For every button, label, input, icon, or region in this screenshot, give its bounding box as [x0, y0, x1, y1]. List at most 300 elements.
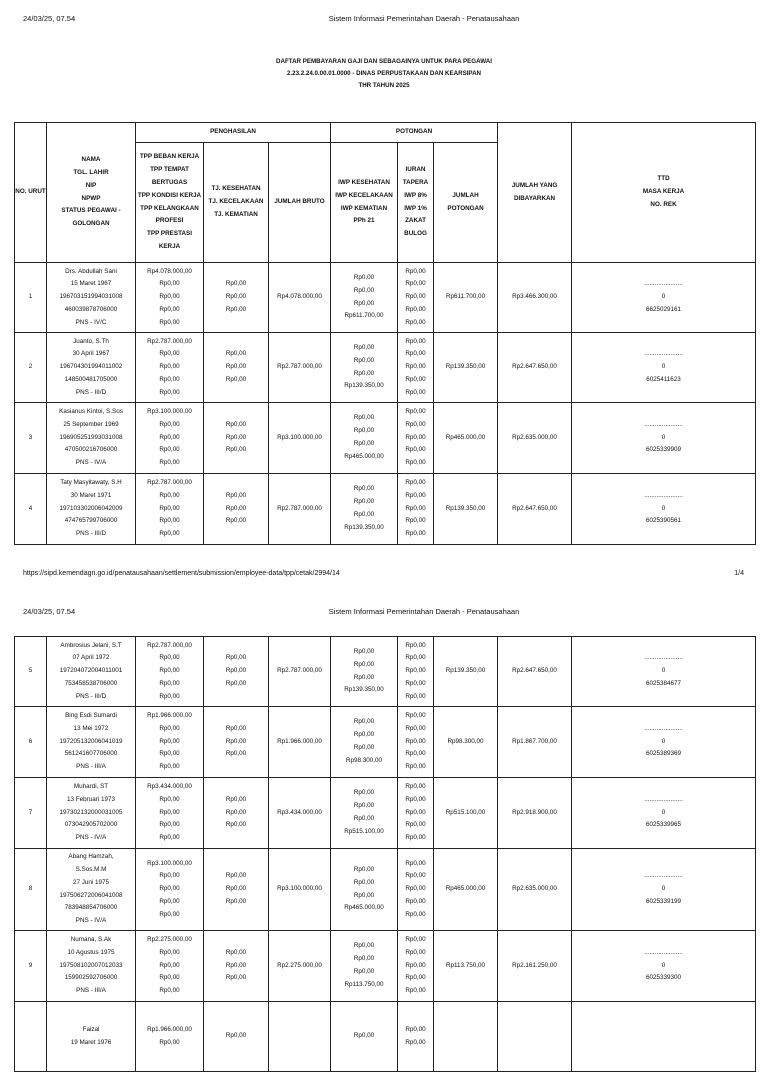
jumlah-dibayarkan: Rp2.635.000,00	[498, 403, 572, 474]
ttd-info-line: 6025339909	[646, 446, 682, 454]
employee-info	[47, 849, 136, 931]
tj-values-line: Rp0,00	[225, 363, 247, 371]
ttd-info	[572, 403, 756, 474]
employee-info-line: 470500216706000	[64, 446, 118, 454]
iuran-values-line: Rp0,00	[405, 517, 426, 525]
jumlah-bruto: Rp2.787.000,00	[269, 637, 331, 707]
tpp-values-line: Rp2.787.000,00	[147, 337, 192, 345]
jumlah-bruto: Rp2.787.000,00	[269, 333, 331, 403]
header-line: TPP KELANGKAAN PROFESI	[140, 204, 199, 225]
jumlah-bruto: Rp4.078.000,00	[269, 263, 331, 333]
tpp-values-line: Rp0,00	[159, 948, 180, 956]
tj-values	[204, 474, 269, 545]
jumlah-potongan: Rp139.350,00	[434, 637, 498, 707]
iuran-values-line: Rp0,00	[405, 872, 426, 880]
header-iwp	[331, 143, 398, 263]
iwp-values-line: Rp139.350,00	[344, 382, 384, 390]
iuran-values-line: Rp0,00	[405, 350, 426, 358]
header-line: IWP KEMATIAN	[340, 204, 388, 212]
table-row	[15, 707, 756, 778]
iwp-values-line: Rp0,00	[353, 878, 375, 886]
iwp-values-line: Rp0,00	[353, 942, 375, 950]
jumlah-potongan: Rp611.700,00	[434, 263, 498, 333]
tpp-values-line: Rp3.100.000,00	[147, 859, 192, 867]
iuran-values-line: Rp0,00	[405, 763, 426, 771]
tj-values-line: Rp0,00	[225, 504, 247, 512]
tpp-values-line: Rp0,00	[159, 459, 180, 467]
header-line: IWP 1%	[404, 204, 427, 212]
header-line: JUMLAH BRUTO	[274, 198, 325, 206]
tpp-values-line: Rp0,00	[159, 433, 180, 441]
tj-values-line: Rp0,00	[225, 446, 247, 454]
header-iuran	[398, 143, 434, 263]
iwp-values-line: Rp611.700,00	[344, 312, 384, 320]
tj-values-line: Rp0,00	[225, 420, 247, 428]
row-number: 9	[15, 931, 47, 1002]
header-line: IWP 8%	[404, 191, 427, 199]
iwp-values-line: Rp0,00	[353, 343, 375, 351]
header-tpp	[136, 143, 204, 263]
header-no	[15, 123, 47, 263]
iwp-values-line: Rp0,00	[353, 1032, 375, 1040]
title-line: 2.23.2.24.0.00.01.0000 - DINAS PERPUSTAKAAN DAN KEARSIPAN	[286, 70, 482, 77]
employee-info	[47, 637, 136, 707]
iuran-values-line: Rp0,00	[405, 821, 426, 829]
employee-info-line: PNS - IV/C	[75, 318, 107, 326]
system-name: Sistem Informasi Pemerintahan Daerah - Penatausahaan	[328, 14, 520, 23]
table-row	[15, 1002, 756, 1072]
employee-info-line: 460039878706000	[64, 305, 118, 313]
ttd-info-line: ......................	[644, 280, 683, 288]
ttd-info-line: 0	[661, 433, 666, 441]
iwp-values-line: Rp0,00	[353, 865, 375, 873]
ttd-info-line: 6025339300	[645, 974, 682, 982]
iuran-values	[398, 263, 434, 333]
tj-values-line: Rp0,00	[225, 974, 247, 982]
iwp-values	[331, 403, 398, 474]
tpp-values-line: Rp0,00	[159, 834, 180, 842]
iuran-values-line: Rp0,00	[405, 910, 426, 918]
iwp-values	[331, 778, 398, 849]
ttd-info-line: 6025339199	[645, 897, 682, 905]
employee-info	[47, 778, 136, 849]
header-line: PPh 21	[353, 217, 375, 225]
ttd-info-line: ......................	[644, 948, 683, 956]
header-line: NIP	[85, 181, 97, 189]
iuran-values-line: Rp0,00	[405, 961, 426, 969]
tj-values	[204, 637, 269, 707]
iuran-values	[398, 474, 434, 545]
title-line: DAFTAR PEMBAYARAN GAJI DAN SEBAGAINYA UNTUK PARA PEGAWAI	[276, 58, 492, 65]
header-jumlah-dibayarkan	[498, 123, 572, 263]
tpp-values-line: Rp0,00	[159, 667, 180, 675]
iwp-values-line: Rp0,00	[353, 356, 375, 364]
header-line: TPP PRESTASI KERJA	[147, 230, 192, 250]
employee-info-line: Bing Esdi Sumardi	[65, 712, 117, 719]
ttd-info-line: 0	[661, 961, 666, 969]
iuran-values-line: Rp0,00	[405, 337, 426, 345]
employee-info	[47, 474, 136, 545]
tj-values-line: Rp0,00	[225, 897, 247, 905]
ttd-info	[572, 474, 756, 545]
employee-info-line: PNS - IV/A	[75, 834, 107, 842]
employee-info-line: 25 September 1969	[63, 420, 119, 428]
employee-info-line: PNS - III/D	[75, 388, 107, 396]
employee-info	[47, 333, 136, 403]
row-number: 5	[15, 637, 47, 707]
iuran-values-line: Rp0,00	[405, 318, 426, 326]
tj-values	[204, 1002, 269, 1072]
tj-values-line: Rp0,00	[225, 679, 247, 687]
tpp-values-line: Rp0,00	[159, 388, 180, 396]
document-title	[0, 56, 768, 92]
employee-info-line: 13 Mei 1972	[73, 724, 109, 732]
header-line: TPP KONDISI KERJA	[137, 191, 202, 199]
employee-info-line: 30 April 1967	[72, 350, 110, 358]
iuran-values-line: Rp0,00	[405, 641, 426, 649]
iuran-values-line: Rp0,00	[405, 679, 426, 687]
iuran-values-line: Rp0,00	[405, 267, 426, 275]
tj-values	[204, 333, 269, 403]
tj-values-line: Rp0,00	[225, 737, 247, 745]
employee-info-line: 197508102007012033	[59, 961, 123, 969]
employee-info-line: 197302132000031005	[59, 808, 123, 816]
employee-info-line: 197103302006042009	[59, 504, 123, 512]
tpp-values-line: Rp0,00	[159, 763, 180, 771]
tpp-values-line: Rp0,00	[159, 491, 180, 499]
tpp-values-line: Rp0,00	[159, 974, 180, 982]
employee-info-line: Muhardi, ST	[73, 783, 109, 790]
employee-info-line: 561241607706000	[64, 750, 118, 758]
iwp-values-line: Rp0,00	[353, 414, 375, 422]
tpp-values-line: Rp2.787.000,00	[147, 641, 192, 649]
tpp-values-line: Rp0,00	[159, 363, 180, 371]
tpp-values-line: Rp0,00	[159, 692, 180, 700]
tj-values-line: Rp0,00	[225, 795, 247, 803]
ttd-info-line: 0	[661, 885, 666, 893]
iuran-values	[398, 637, 434, 707]
iwp-values-line: Rp0,00	[353, 891, 375, 899]
header-line: JUMLAH YANG DIBAYARKAN	[511, 181, 558, 202]
iuran-values-line: Rp0,00	[405, 948, 426, 956]
tj-values	[204, 263, 269, 333]
tj-values	[204, 931, 269, 1002]
table-row	[15, 333, 756, 403]
jumlah-bruto: Rp3.100.000,00	[269, 849, 331, 931]
iuran-values	[398, 707, 434, 778]
tpp-values-line: Rp0,00	[159, 750, 180, 758]
tpp-values	[136, 849, 204, 931]
iuran-values-line: Rp0,00	[405, 446, 426, 454]
iwp-values-line: Rp515.100,00	[344, 827, 384, 835]
jumlah-potongan: Rp98.300,00	[434, 707, 498, 778]
jumlah-dibayarkan: Rp2.647.650,00	[498, 333, 572, 403]
iwp-values-line: Rp0,00	[353, 511, 375, 518]
tpp-values	[136, 707, 204, 778]
iwp-values-line: Rp0,00	[353, 498, 375, 506]
iuran-values-line: Rp0,00	[405, 363, 426, 371]
employee-info-line: 753458538706000	[64, 679, 118, 687]
header-line: IWP KESEHATAN	[338, 178, 390, 186]
iwp-values	[331, 931, 398, 1002]
ttd-info-line: 0	[661, 363, 666, 371]
jumlah-potongan	[434, 1002, 498, 1072]
iuran-values-line: Rp0,00	[405, 280, 426, 288]
iuran-values-line: Rp0,00	[405, 459, 426, 467]
header-jumlah-potongan	[434, 143, 498, 263]
ttd-info-line: ......................	[644, 795, 683, 803]
header-line: NAMA	[81, 156, 101, 164]
tpp-values-line: Rp0,00	[159, 530, 180, 538]
employee-info-line: Ambrosius Jelani, S.T	[60, 641, 122, 649]
header-line: STATUS PEGAWAI - GOLONGAN	[61, 207, 121, 228]
tpp-values-line: Rp0,00	[159, 420, 180, 428]
employee-info-line: 19 Maret 1976	[70, 1038, 112, 1046]
tpp-values-line: Rp0,00	[159, 1038, 180, 1046]
employee-info-line: 15 Maret 1967	[70, 280, 112, 288]
employee-info-line: 196703151994031008	[59, 293, 123, 301]
jumlah-dibayarkan: Rp2.647.650,00	[498, 474, 572, 545]
employee-info-line: 10 Agustus 1975	[67, 948, 115, 956]
ttd-info-line: 6025390561	[646, 517, 682, 525]
ttd-info-line: ......................	[644, 724, 683, 732]
iuran-values-line: Rp0,00	[405, 987, 426, 995]
jumlah-dibayarkan: Rp2.918.900,00	[498, 778, 572, 849]
employee-info-line: Taty Masyitawaty, S.H	[60, 479, 122, 486]
iuran-values-line: Rp0,00	[405, 724, 426, 732]
row-number: 2	[15, 333, 47, 403]
header-potongan: POTONGAN	[331, 123, 498, 143]
ttd-info	[572, 1002, 756, 1072]
iuran-values-line: Rp0,00	[405, 530, 426, 538]
employee-info-line: Abang Hamzah,	[68, 853, 114, 861]
iwp-values-line: Rp98.300,00	[345, 756, 383, 764]
jumlah-potongan: Rp515.100,00	[434, 778, 498, 849]
employee-info-line: PNS - IV/A	[75, 917, 107, 925]
iwp-values-line: Rp0,00	[353, 955, 375, 963]
row-number: 4	[15, 474, 47, 545]
jumlah-bruto: Rp2.787.000,00	[269, 474, 331, 545]
employee-info-line: PNS - III/A	[76, 763, 106, 771]
tpp-values-line: Rp0,00	[159, 808, 180, 816]
iwp-values-line: Rp0,00	[353, 718, 375, 726]
tj-values-line: Rp0,00	[225, 433, 247, 441]
employee-info	[47, 1002, 136, 1072]
iwp-values-line: Rp0,00	[353, 440, 375, 447]
tj-values-line: Rp0,00	[225, 750, 247, 758]
jumlah-dibayarkan	[498, 1002, 572, 1072]
table-row	[15, 778, 756, 849]
tpp-values-line: Rp2.787.000,00	[147, 479, 192, 486]
tpp-values-line: Rp0,00	[159, 795, 180, 803]
ttd-info-line: ......................	[644, 491, 683, 499]
tpp-values	[136, 778, 204, 849]
header-line: TPP TEMPAT BERTUGAS	[150, 166, 189, 186]
tpp-values	[136, 1002, 204, 1072]
page-header	[0, 14, 768, 28]
iwp-values-line: Rp0,00	[353, 286, 375, 294]
header-line: TJ. KESEHATAN	[211, 185, 261, 193]
employee-info-line: 196704301994011002	[59, 363, 123, 371]
header-line: BULOG	[404, 230, 427, 238]
jumlah-bruto: Rp2.275.000,00	[269, 931, 331, 1002]
employee-info-line: 197506272006041008	[59, 891, 123, 899]
iuran-values	[398, 849, 434, 931]
tj-values	[204, 403, 269, 474]
iwp-values-line: Rp0,00	[353, 647, 375, 655]
tpp-values-line: Rp3.100.000,00	[147, 408, 192, 415]
employee-info-line: 159902592706000	[64, 974, 118, 982]
iuran-values-line: Rp0,00	[405, 974, 426, 982]
header-line: IURAN TAPERA	[402, 166, 429, 186]
header-line: TJ. KEMATIAN	[214, 210, 258, 218]
iwp-values	[331, 474, 398, 545]
iwp-values-line: Rp0,00	[353, 485, 375, 493]
tpp-values-line: Rp0,00	[159, 517, 180, 525]
page2-header	[0, 607, 768, 621]
tpp-values	[136, 637, 204, 707]
table-row	[15, 474, 756, 545]
employee-info-line: Kasianus Kintoi, S.Sos	[59, 408, 123, 415]
iwp-values	[331, 333, 398, 403]
employee-info-line: 27 Juni 1975	[72, 878, 110, 886]
iuran-values-line: Rp0,00	[405, 808, 426, 816]
iuran-values-line: Rp0,00	[405, 936, 426, 943]
header-penghasilan: PENGHASILAN	[136, 123, 331, 143]
iuran-values-line: Rp0,00	[405, 420, 426, 428]
ttd-info-line: 0	[661, 293, 666, 301]
iwp-values-line: Rp0,00	[353, 968, 375, 975]
header-line: TTD	[657, 175, 670, 183]
iuran-values-line: Rp0,00	[405, 667, 426, 675]
tj-values	[204, 849, 269, 931]
payroll-table-continued	[14, 636, 756, 1072]
jumlah-bruto	[269, 1002, 331, 1072]
header-line: NO. URUT	[15, 188, 46, 196]
tpp-values-line: Rp2.275.000,00	[147, 936, 192, 943]
employee-info-line: 13 Februari 1973	[67, 795, 115, 803]
tj-values-line: Rp0,00	[225, 491, 247, 499]
ttd-info	[572, 931, 756, 1002]
jumlah-potongan: Rp139.350,00	[434, 474, 498, 545]
iuran-values	[398, 931, 434, 1002]
row-number: 3	[15, 403, 47, 474]
tpp-values	[136, 931, 204, 1002]
ttd-info-line: ......................	[644, 420, 683, 428]
jumlah-dibayarkan: Rp2.161.250,00	[498, 931, 572, 1002]
iuran-values-line: Rp0,00	[405, 859, 426, 867]
employee-info-line: Numana, S.Ak	[70, 936, 112, 943]
tpp-values-line: Rp0,00	[159, 305, 180, 313]
iuran-values-line: Rp0,00	[405, 479, 426, 486]
iwp-values	[331, 707, 398, 778]
ttd-info-line: 6025411623	[646, 375, 681, 383]
employee-info-line: 30 Maret 1971	[70, 491, 112, 499]
ttd-info-line: 0	[661, 737, 666, 745]
iwp-values-line: Rp465.000,00	[344, 452, 384, 460]
employee-info-line: Drs. Abdullah Sani	[65, 267, 117, 275]
page-url[interactable]: https://sipd.kemendagri.go.id/penatausahaan/settlement/submission/employee-data/tpp/cetak/2994/14	[23, 570, 340, 577]
row-number	[15, 1002, 47, 1072]
tpp-values-line: Rp0,00	[159, 872, 180, 880]
iuran-values	[398, 778, 434, 849]
iwp-values-line: Rp139.350,00	[344, 686, 384, 694]
iuran-values-line: Rp0,00	[405, 783, 426, 790]
iwp-values-line: Rp0,00	[353, 273, 375, 281]
iuran-values-line: Rp0,00	[405, 504, 426, 512]
ttd-info-line: 0	[661, 504, 666, 512]
iuran-values-line: Rp0,00	[405, 834, 426, 842]
tpp-values-line: Rp0,00	[159, 910, 180, 918]
tj-values-line: Rp0,00	[225, 293, 247, 301]
tpp-values-line: Rp0,00	[159, 375, 180, 383]
jumlah-dibayarkan: Rp2.647.650,00	[498, 637, 572, 707]
ttd-info	[572, 778, 756, 849]
header-jumlah-bruto	[269, 143, 331, 263]
tj-values	[204, 778, 269, 849]
tpp-values-line: Rp0,00	[159, 961, 180, 969]
tpp-values-line: Rp4.078.000,00	[147, 267, 192, 275]
jumlah-potongan: Rp465.000,00	[434, 403, 498, 474]
employee-info-line: Juanto, S.Th	[73, 337, 109, 345]
iwp-values-line: Rp0,00	[353, 427, 375, 435]
iwp-values	[331, 849, 398, 931]
tpp-values-line: Rp0,00	[159, 897, 180, 905]
ttd-info-line: 6025339965	[645, 821, 682, 829]
ttd-info-line: 6625029161	[646, 305, 682, 313]
iuran-values-line: Rp0,00	[405, 375, 426, 383]
tj-values-line: Rp0,00	[225, 517, 247, 525]
ttd-info	[572, 849, 756, 931]
employee-info-line: 783948854706000	[64, 904, 118, 912]
jumlah-potongan: Rp465.000,00	[434, 849, 498, 931]
header-line: TPP BEBAN KERJA	[139, 153, 200, 161]
system-name: Sistem Informasi Pemerintahan Daerah - Penatausahaan	[328, 607, 520, 616]
employee-info-line: 073042905702000	[64, 821, 118, 829]
tj-values-line: Rp0,00	[225, 654, 247, 662]
employee-info-line: PNS - IV/A	[75, 459, 107, 467]
header-line: NPWP	[81, 194, 101, 202]
tpp-values	[136, 333, 204, 403]
employee-info-line: PNS - III/D	[75, 692, 107, 700]
employee-info-line: 196905251993031008	[59, 433, 123, 441]
iwp-values-line: Rp113.750,00	[344, 980, 384, 988]
employee-info-line: 474765799706000	[64, 517, 118, 525]
tj-values-line: Rp0,00	[225, 808, 247, 816]
row-number: 6	[15, 707, 47, 778]
iwp-values-line: Rp0,00	[353, 731, 375, 739]
ttd-info-line: ......................	[644, 654, 683, 662]
iuran-values-line: Rp0,00	[405, 750, 426, 758]
print-date: 24/03/25, 07.54	[23, 14, 76, 23]
employee-info-line: 197205132006041019	[59, 737, 123, 745]
iwp-values-line: Rp0,00	[353, 369, 375, 377]
iuran-values-line: Rp0,00	[405, 737, 426, 745]
tpp-values-line: Rp0,00	[159, 724, 180, 732]
row-number: 8	[15, 849, 47, 931]
tpp-values-line: Rp0,00	[159, 293, 180, 301]
table-row	[15, 403, 756, 474]
iuran-values-line: Rp0,00	[405, 885, 426, 893]
iwp-values	[331, 263, 398, 333]
employee-info-line: 197204072004011001	[59, 667, 123, 675]
header-line: MASA KERJA	[642, 188, 685, 196]
ttd-info	[572, 263, 756, 333]
page-number: 1/4	[734, 570, 744, 577]
employee-info-line: 148500481705000	[64, 375, 118, 383]
tj-values-line: Rp0,00	[225, 280, 247, 288]
iuran-values-line: Rp0,00	[405, 388, 426, 396]
